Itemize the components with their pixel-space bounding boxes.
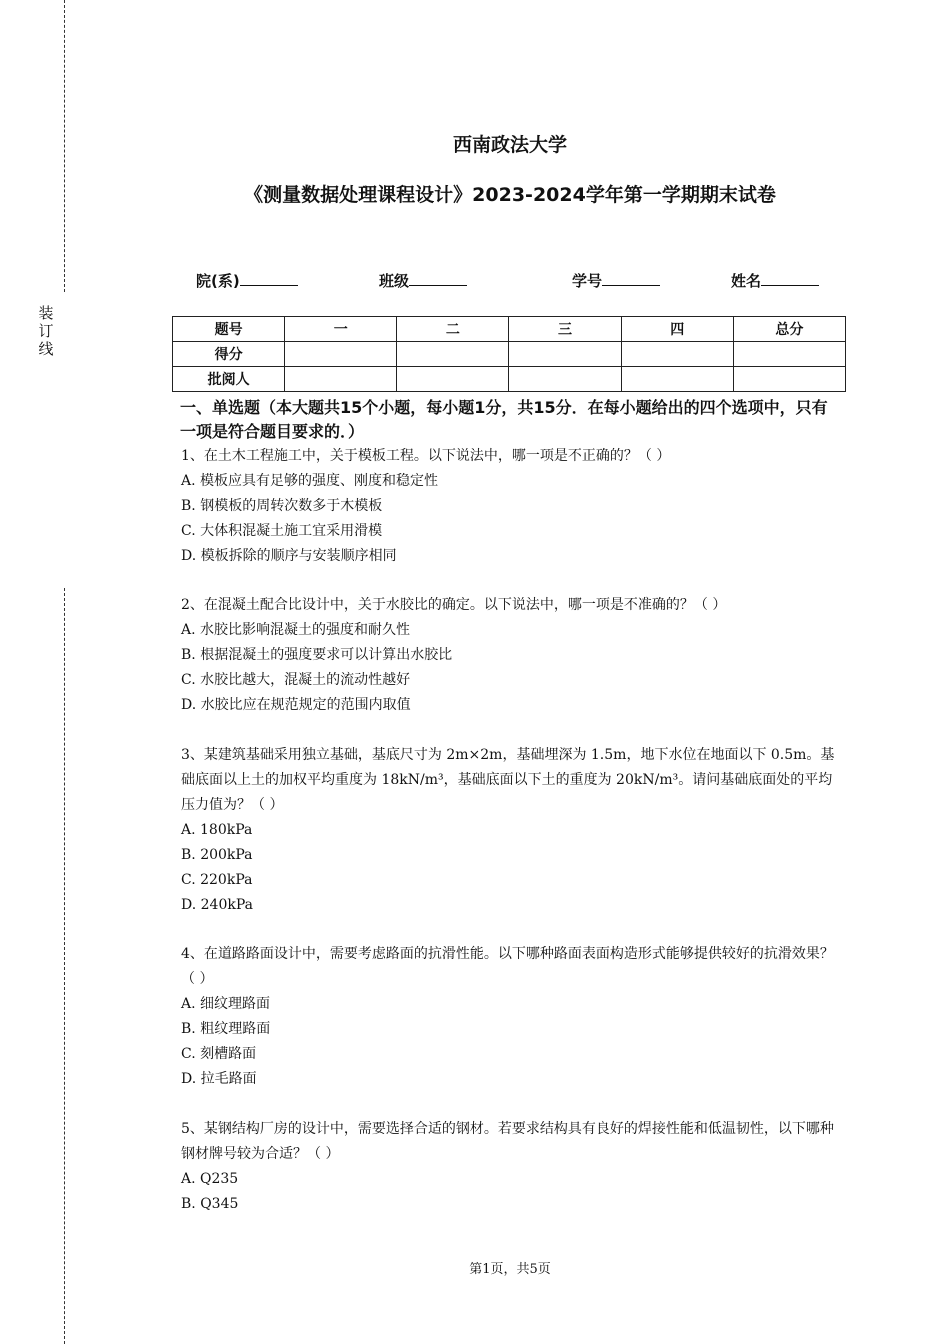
score-header-cell: 总分 [733,317,845,342]
question-stem: 2、在混凝土配合比设计中，关于水胶比的确定。以下说法中，哪一项是不准确的？（ ） [181,597,727,613]
option-c: C. 水胶比越大，混凝土的流动性越好 [181,672,411,688]
reviewer-cell [397,367,509,392]
score-header-cell: 三 [509,317,621,342]
option-a: A. 模板应具有足够的强度、刚度和稳定性 [181,473,439,489]
info-department [196,270,298,291]
option-d: D. 水胶比应在规范规定的范围内取值 [181,697,411,713]
score-cell [285,342,397,367]
section-heading: 一、单选题（本大题共15个小题，每小题1分，共15分．在每小题给出的四个选项中，只有一项是符合题目要求的．） [180,398,828,441]
question-5 [181,1117,841,1217]
option-a: A. Q235 [181,1171,239,1187]
reviewer-cell [285,367,397,392]
info-label: 学号 [572,272,603,290]
question-3 [181,743,841,918]
option-c: C. 220kPa [181,872,253,888]
option-a: A. 水胶比影响混凝土的强度和耐久性 [181,622,411,638]
score-cell [509,342,621,367]
option-b: B. 粗纹理路面 [181,1021,271,1037]
question-1 [181,444,841,569]
info-class [379,270,467,291]
score-header-cell: 题号 [173,317,285,342]
binding-char: 订 [38,322,54,340]
binding-char: 装 [38,304,54,322]
score-header-cell: 四 [621,317,733,342]
reviewer-cell [509,367,621,392]
score-row [173,342,846,367]
question-stem: 1、在土木工程施工中，关于模板工程。以下说法中，哪一项是不正确的？（ ） [181,448,671,464]
university-name: 西南政法大学 [452,134,567,156]
question-4 [181,942,841,1092]
reviewer-row [173,367,846,392]
info-label: 班级 [379,272,410,290]
option-b: B. 根据混凝土的强度要求可以计算出水胶比 [181,647,453,663]
option-a: A. 180kPa [181,822,253,838]
binding-line-bottom [64,588,65,1344]
question-stem: 5、某钢结构厂房的设计中，需要选择合适的钢材。若要求结构具有良好的焊接性能和低温韧性，以下哪种钢材牌号较为合适？（ ） [181,1121,834,1162]
score-cell [621,342,733,367]
question-stem: 3、某建筑基础采用独立基础，基底尺寸为 2m×2m，基础埋深为 1.5m，地下水位在地面以下 0.5m。基础底面以上土的加权平均重度为 18kN/m³，基础底面以下土的重度为 20kN/m³。请问基础底面处的平均压力值为？（ ） [181,747,835,813]
score-row-label: 得分 [173,342,285,367]
option-d: D. 拉毛路面 [181,1071,257,1087]
info-label: 院(系) [196,272,240,290]
score-row-label: 批阅人 [173,367,285,392]
reviewer-cell [621,367,733,392]
option-b: B. Q345 [181,1196,239,1212]
option-d: D. 模板拆除的顺序与安装顺序相同 [181,548,397,564]
option-b: B. 钢模板的周转次数多于木模板 [181,498,383,514]
score-header-cell: 二 [397,317,509,342]
option-d: D. 240kPa [181,897,253,913]
score-table-header-row [173,317,846,342]
info-name [731,270,819,291]
option-c: C. 大体积混凝土施工宜采用滑模 [181,523,383,539]
option-a: A. 细纹理路面 [181,996,271,1012]
info-student-id [572,270,660,291]
exam-title: 《测量数据处理课程设计》2023-2024学年第一学期期末试卷 [244,184,776,206]
option-c: C. 刻槽路面 [181,1046,257,1062]
score-header-cell: 一 [285,317,397,342]
option-b: B. 200kPa [181,847,253,863]
score-cell [733,342,845,367]
score-cell [397,342,509,367]
binding-line-label [36,304,56,358]
question-2 [181,593,841,718]
binding-char: 线 [38,340,54,358]
name-blank [761,271,819,286]
question-stem: 4、在道路路面设计中，需要考虑路面的抗滑性能。以下哪种路面表面构造形式能够提供较好的抗滑效果？（ ） [181,946,834,987]
reviewer-cell [733,367,845,392]
student-id-blank [602,271,660,286]
score-table [172,316,846,392]
class-blank [409,271,467,286]
department-blank [240,271,298,286]
page-number: 第1页，共5页 [469,1262,551,1277]
info-label: 姓名 [731,272,762,290]
